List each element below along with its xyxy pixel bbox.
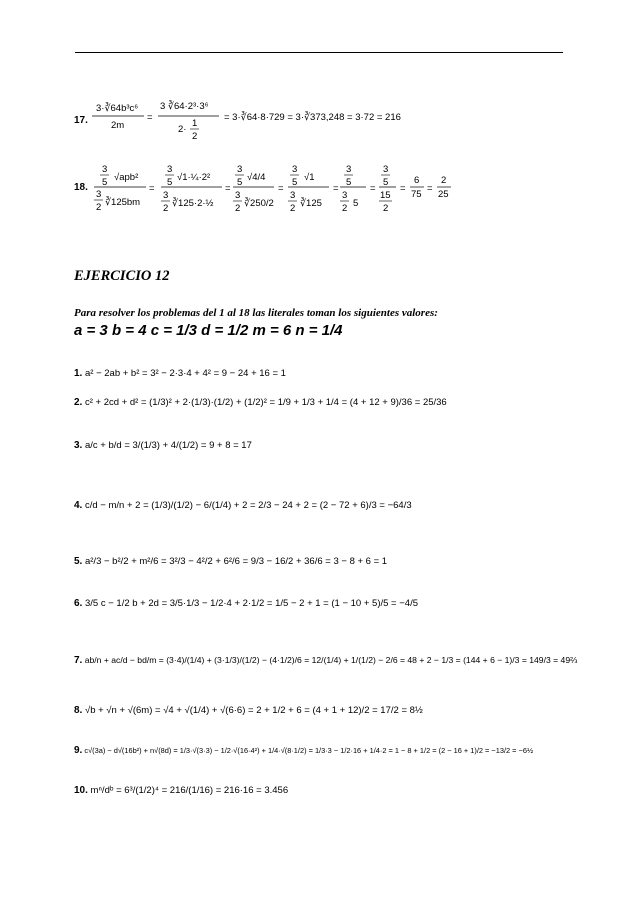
problem-4 [74, 500, 412, 511]
problem-6-text: 3/5 c − 1/2 b + 2d = 3/5·1/3 − 1/2·4 + 2·1/2 = 1/5 − 2 + 1 = (1 − 10 + 5)/5 = −4/5 [84, 598, 418, 609]
svg-text:√apb²: √apb² [114, 172, 139, 183]
svg-text:25: 25 [438, 189, 449, 200]
svg-text:3: 3 [383, 164, 389, 175]
p17-num: 17. [74, 230, 76, 231]
svg-text:√4/4: √4/4 [247, 172, 266, 183]
problem-10-number: 10. [74, 785, 88, 796]
svg-text:3: 3 [235, 190, 241, 201]
p18-num: 18. [113, 230, 115, 231]
problem-6 [74, 598, 418, 609]
problem-1-number: 1. [74, 368, 83, 379]
problem-17 [74, 94, 554, 152]
svg-text:1: 1 [192, 118, 198, 129]
problem-2 [74, 397, 447, 408]
svg-text:2·: 2· [178, 124, 187, 135]
svg-text:√1: √1 [304, 172, 315, 183]
svg-text:2: 2 [441, 175, 447, 186]
svg-text:3: 3 [237, 164, 243, 175]
svg-text:3: 3 [290, 190, 296, 201]
problem-6-number: 6. [74, 598, 83, 609]
svg-text:75: 75 [411, 189, 422, 200]
problem-10 [74, 785, 288, 796]
problem-5-number: 5. [74, 556, 83, 567]
svg-text:5: 5 [353, 198, 359, 209]
svg-text:3: 3 [167, 164, 173, 175]
svg-text:6: 6 [414, 175, 420, 186]
problem-4-number: 4. [74, 500, 83, 511]
p17-top: 3·∛(64b³c⁶) / 2m = 3·∛(64·2³·3⁶) / (2·1/2) [75, 230, 94, 231]
top-rule [75, 52, 563, 53]
problem-3 [74, 440, 252, 451]
problem-5 [74, 556, 387, 567]
problem-18 [74, 160, 564, 223]
svg-text:2: 2 [192, 131, 198, 142]
svg-text:=: = [225, 183, 231, 194]
svg-text:=: = [427, 183, 433, 194]
svg-text:5: 5 [383, 177, 389, 188]
problem-18-number: 18. [74, 182, 88, 193]
svg-text:=: = [333, 183, 339, 194]
svg-text:∛125·2·½: ∛125·2·½ [172, 198, 214, 209]
problem-17-formula [74, 94, 554, 149]
svg-text:3·∛64b³c⁶: 3·∛64b³c⁶ [96, 103, 139, 114]
svg-text:2: 2 [163, 203, 169, 214]
svg-text:15: 15 [380, 190, 391, 201]
problem-17-number: 17. [74, 115, 88, 126]
svg-text:=: = [400, 183, 406, 194]
svg-text:∛125bm: ∛125bm [105, 197, 141, 208]
svg-text:5: 5 [346, 177, 352, 188]
problem-9-text: c√(3a) − d√(16b²) + n√(8d) = 1/3·√(3·3) − 1/2·√(16·4²) + 1/4·√(8·1/2) = 1/3·3 − 1/2·16 + 1/4·2 = 1 − 8 + 1/2 = (2 − 16 + 1)/2 = −13/2 = −6½ [84, 746, 534, 755]
problem-17-18-text [74, 230, 192, 231]
svg-text:= 3·∛64·8·729 = 3·∛373,248 = 3: = 3·∛64·8·729 = 3·∛373,248 = 3·72 = 216 [224, 112, 401, 123]
problem-1 [74, 368, 286, 379]
problem-3-number: 3. [74, 440, 83, 451]
svg-text:=: = [147, 112, 153, 123]
exercise-title: EJERCICIO 12 [74, 268, 170, 284]
svg-text:3: 3 [163, 190, 169, 201]
svg-text:5: 5 [237, 177, 243, 188]
p18-rest: = (3/5)·√(4/4) / ((3/2)·∛(250/2)) = (3/5)·√1 / ((3/2)·∛125) = (3/5)/((3/2)·5) = (3/5)/(15/2) = 6/75 = 2/25 [148, 230, 193, 231]
svg-text:5: 5 [167, 177, 173, 188]
svg-text:2m: 2m [111, 120, 125, 131]
svg-text:3: 3 [102, 164, 108, 175]
svg-text:5: 5 [292, 177, 298, 188]
problem-5-text: a²/3 − b²/2 + m²/6 = 3²/3 − 4²/2 + 6²/6 = 9/3 − 16/2 + 36/6 = 3 − 8 + 6 = 1 [84, 556, 388, 567]
exercise-instructions: Para resolver los problemas del 1 al 18 las literales toman los siguientes valores: [74, 307, 438, 319]
problem-7-number: 7. [74, 655, 83, 666]
svg-text:∛125: ∛125 [300, 198, 322, 209]
problem-4-text: c/d − m/n + 2 = (1/3)/(1/2) − 6/(1/4) + 2 = 2/3 − 24 + 2 = (2 − 72 + 6)/3 = −64/3 [84, 500, 412, 511]
svg-text:3: 3 [96, 189, 102, 200]
svg-text:3 ∛64·2³·3⁶: 3 ∛64·2³·3⁶ [160, 101, 209, 112]
problem-7-text: ab/n + ac/d − bd/m = (3·4)/(1/4) + (3·1/3)/(1/2) − (4·1/2)/6 = 12/(1/4) + 1/(1/2) − 2/6 = 48 + 2 − 1/3 = (144 + 6 − 1)/3 = 149/3 = 49⅔ [84, 655, 578, 665]
problem-7 [74, 655, 577, 666]
svg-text:2: 2 [96, 202, 102, 213]
svg-text:∛250/2: ∛250/2 [244, 198, 274, 209]
p17-rest: = 3·∛(64·8·729) = 3·∛373,248 = 3·72 = 216 [94, 230, 114, 231]
p18-top: (3/5)·√(apb²) / ((3/2)·∛(125bm)) = (3/5)·√(1·(1/4)·2²) / ((3/2)·∛(125·2·(1/2))) [115, 230, 149, 231]
svg-text:2: 2 [235, 203, 241, 214]
svg-text:2: 2 [342, 203, 348, 214]
problem-8-text: √b + √n + √(6m) = √4 + √(1/4) + √(6·6) = 2 + 1/2 + 6 = (4 + 1 + 12)/2 = 17/2 = 8½ [84, 705, 423, 716]
svg-text:√1·¼·2²: √1·¼·2² [177, 172, 211, 183]
problem-2-number: 2. [74, 397, 83, 408]
svg-text:3: 3 [292, 164, 298, 175]
svg-text:5: 5 [102, 177, 108, 188]
problem-3-text: a/c + b/d = 3/(1/3) + 4/(1/2) = 9 + 8 = 17 [84, 440, 252, 451]
problem-9 [74, 745, 533, 756]
problem-10-text: mⁿ/dᵇ = 6³/(1/2)⁴ = 216/(1/16) = 216·16 = 3.456 [90, 785, 289, 796]
svg-text:3: 3 [346, 164, 352, 175]
problem-1-text: a² − 2ab + b² = 3² − 2·3·4 + 4² = 9 − 24 + 16 = 1 [84, 368, 286, 379]
problem-8 [74, 705, 423, 716]
svg-text:=: = [370, 183, 376, 194]
svg-text:2: 2 [290, 203, 296, 214]
exercise-values: a = 3 b = 4 c = 1/3 d = 1/2 m = 6 n = 1/4 [74, 322, 343, 339]
svg-text:2: 2 [383, 203, 389, 214]
problem-8-number: 8. [74, 705, 83, 716]
svg-text:=: = [149, 183, 155, 194]
problem-2-text: c² + 2cd + d² = (1/3)² + 2·(1/3)·(1/2) + (1/2)² = 1/9 + 1/3 + 1/4 = (4 + 12 + 9)/36 = 25/36 [84, 397, 447, 408]
problem-18-formula [74, 160, 564, 220]
svg-text:=: = [278, 183, 284, 194]
svg-text:3: 3 [342, 190, 348, 201]
problem-9-number: 9. [74, 745, 83, 756]
